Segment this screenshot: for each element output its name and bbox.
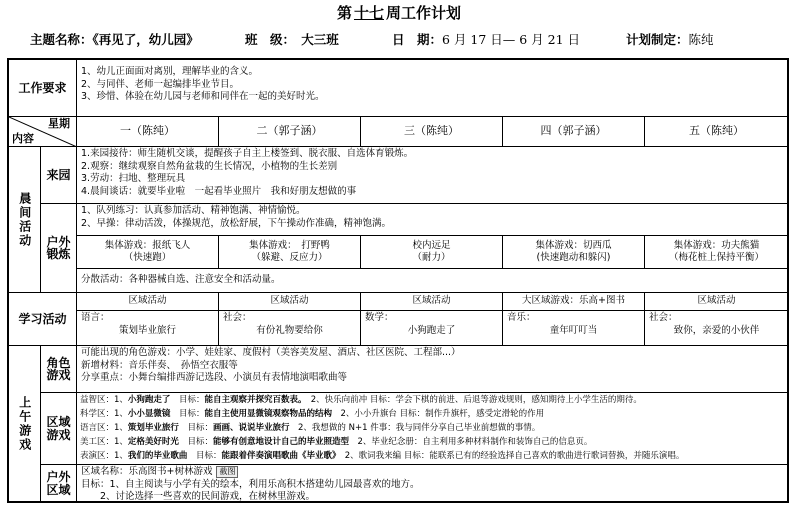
study-subject-5: 社会： 致你，亲爱的小伙伴 [645, 311, 789, 346]
date: 日 期：6 月 17 日— 6 月 21 日 [392, 32, 581, 47]
scatter-activity: 分散活动：各种器械自选、注意安全和活动量。 [77, 269, 789, 293]
outdoor-game-4: 集体游戏：切西瓜 (快速跑动和躲闪) [503, 236, 645, 269]
study-subject-2: 社会： 有份礼物要给你 [219, 311, 361, 346]
day-friday: 五（陈纯） [645, 117, 789, 147]
day-thursday: 四（郭子涵） [503, 117, 645, 147]
planner: 计划制定：陈纯 [626, 32, 714, 47]
study-label: 学习活动 [9, 293, 77, 346]
work-label: 工作要求 [9, 60, 77, 117]
role-play-content: 可能出现的角色游戏：小学、娃娃家、度假村（美容美发屋、酒店、社区医院、工程部...） 新增材料：音乐伴奏、 孙悟空衣服等 分享重点：小舞台编排西游记选段、小演员有表情地演唱歌曲等 [77, 346, 789, 393]
area-row-1: 益智区：1、小狗跑走了 目标：能自主观察并探究百数表。 2、快乐向前冲 目标：学会下棋的前进、后退等游戏规则，感知期待上小学生活的期待。 [80, 395, 642, 405]
study-area-5: 区域活动 [645, 293, 789, 311]
page-title: 第 十七 周工作计划 [336, 4, 462, 22]
outdoor-area-label: 户外区域 [41, 465, 77, 503]
class: 班 级： 大三班 [245, 32, 339, 47]
role-play-label: 角色游戏 [41, 346, 77, 393]
study-area-1: 区域活动 [77, 293, 219, 311]
study-subject-4: 音乐： 童年叮叮当 [503, 311, 645, 346]
week-number: 十七 [353, 4, 384, 22]
area-row-4: 美工区：1、定格美好时光 目标：能够有创意地设计自己的毕业照造型 2、毕业纪念册：自主利用多种材料制作和装饰自己的信息页。 [80, 437, 593, 447]
morning-label: 晨间活动 [9, 147, 41, 293]
outdoor-label: 户外锻炼 [41, 204, 77, 293]
arrival-label: 来园 [41, 147, 77, 204]
outdoor-routine: 1、队列练习：认真参加活动、精神饱满、神情愉悦。 2、早操：律动活泼，体操规范，放松舒展，下午操动作准确，精神饱满。 [77, 204, 789, 236]
study-area-3: 区域活动 [361, 293, 503, 311]
arrival-content: 1.来园接待：师生随机交谈，提醒孩子自主上楼签到、脱衣服、自选体育锻炼。 2.观察：继续观察自然角盆栽的生长情况，小植物的生长差别 3.劳动：扫地、整理玩具 4.晨间谈话：就要毕业啦 一起看毕业照片 我和好朋友想做的事 [77, 147, 789, 204]
study-area-4: 大区域游戏：乐高+图书 [503, 293, 645, 311]
area-game-label: 区域游戏 [41, 393, 77, 465]
week-content-corner: 星期 内容 [9, 117, 77, 147]
am-game-label: 上午游戏 [9, 346, 41, 503]
outdoor-area-content: 区域名称：乐高图书+树林游戏 截图 目标：1、自主阅读与小学有关的绘本，利用乐高积木搭建幼儿园最喜欢的地方。 2、讨论选择一些喜欢的民间游戏，在树林里游戏。 [77, 465, 789, 503]
plan-table [7, 58, 789, 503]
theme: 主题名称：《再见了，幼儿园》 [30, 32, 199, 47]
area-row-3: 语言区：1、策划毕业旅行 目标：画画、说说毕业旅行 2、我想做的 N+1 件事：我与同伴分享自己毕业前想做的事情。 [80, 423, 541, 433]
screenshot-thumbnail[interactable]: 截图 [216, 466, 238, 478]
outdoor-game-3: 校内远足 （耐力） [361, 236, 503, 269]
area-row-2: 科学区：1、小小显微镜 目标：能自主使用显微镜观察物品的结构 2、小小升旗台 目标：制作升旗杆，感受定滑轮的作用 [80, 409, 545, 419]
day-wednesday: 三（陈纯） [361, 117, 503, 147]
outdoor-game-5: 集体游戏：功夫熊猫 （梅花桩上保持平衡） [645, 236, 789, 269]
study-subject-3: 数学： 小狗跑走了 [361, 311, 503, 346]
area-row-5: 表演区：1、我们的毕业歌曲 目标：能跟着伴奏演唱歌曲《毕业歌》 2、歌词我来编 目标：能联系已有的经验选择自己喜欢的歌曲进行歌词替换，并随乐演唱。 [80, 451, 685, 461]
area-game-content [77, 393, 789, 465]
work-requirements: 1、幼儿正面面对离别，理解毕业的含义。 2、与同伴、老师一起编排毕业节目。 3、珍惜、体验在幼儿园与老师和同伴在一起的美好时光。 [77, 60, 789, 117]
outdoor-game-2: 集体游戏： 打野鸭 （躲避、反应力） [219, 236, 361, 269]
study-subject-1: 语言： 策划毕业旅行 [77, 311, 219, 346]
outdoor-game-1: 集体游戏：报纸飞人 （快速跑） [77, 236, 219, 269]
day-tuesday: 二（郭子涵） [219, 117, 361, 147]
day-monday: 一（陈纯） [77, 117, 219, 147]
study-area-2: 区域活动 [219, 293, 361, 311]
plan-header [0, 30, 798, 52]
